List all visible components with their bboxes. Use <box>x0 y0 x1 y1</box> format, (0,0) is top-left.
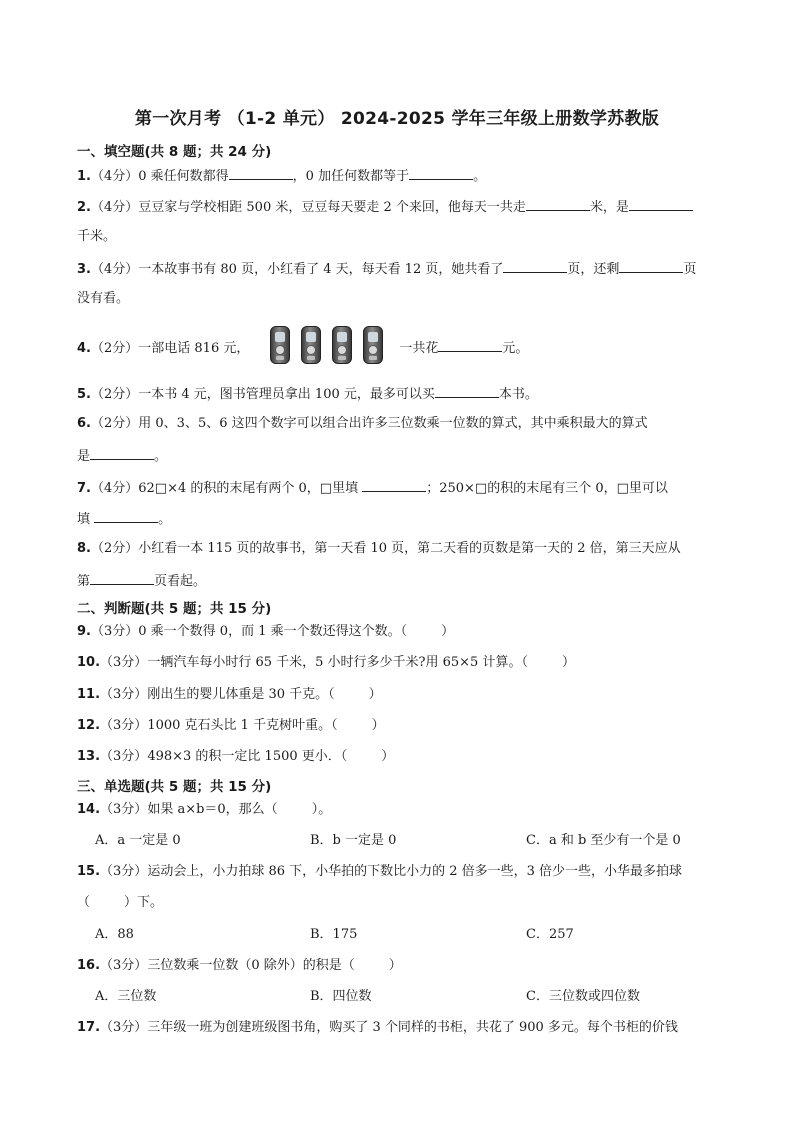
question-number: 1. <box>77 169 91 184</box>
question-number: 4. <box>77 341 91 356</box>
question-5 <box>77 384 538 404</box>
question-text: ） <box>441 624 455 639</box>
option-a[interactable]: A．88 <box>95 927 134 942</box>
question-number: 8. <box>77 541 91 556</box>
question-text: 0 乘一个数得 0，而 1 乘一个数还得这个数。（ <box>138 624 408 639</box>
question-number: 14. <box>77 802 101 817</box>
question-score: （3分） <box>100 864 148 879</box>
question-number: 5. <box>77 387 91 402</box>
question-text: 三位数乘一位数（0 除外）的积是（ <box>147 958 355 973</box>
section-heading-true-false: 二、判断题(共 5 题；共 15 分) <box>77 601 272 617</box>
question-17 <box>77 1019 678 1037</box>
question-score: （2分） <box>90 416 139 431</box>
answer-blank[interactable] <box>435 384 499 398</box>
option-a[interactable]: A．a 一定是 0 <box>95 833 181 848</box>
question-score: （3分） <box>100 1020 148 1035</box>
question-7-cont <box>77 509 171 529</box>
question-number: 15. <box>77 864 101 879</box>
option-c[interactable]: C．257 <box>526 927 574 942</box>
question-text: ） <box>381 749 395 764</box>
mobile-phone-icon <box>363 326 383 364</box>
question-6 <box>77 415 648 433</box>
question-score: （4分） <box>90 169 139 184</box>
question-text: 0 乘任何数都得 <box>138 169 229 184</box>
question-text: 元。 <box>502 341 529 356</box>
question-text: 填 <box>77 512 95 527</box>
question-text: ） <box>371 718 385 733</box>
question-score: （2分） <box>90 341 139 356</box>
option-b[interactable]: B．四位数 <box>310 989 372 1004</box>
question-text: 一本故事书有 80 页，小红看了 4 天，每天看 12 页，她共看了 <box>138 262 504 277</box>
question-score: （4分） <box>90 481 139 496</box>
question-number: 9. <box>77 624 91 639</box>
question-text: ）下。 <box>124 895 164 910</box>
answer-blank[interactable] <box>90 446 154 460</box>
answer-blank[interactable] <box>526 197 590 211</box>
question-text: ）。 <box>311 802 332 817</box>
question-score: （3分） <box>100 802 148 817</box>
question-11 <box>77 686 382 704</box>
question-number: 13. <box>77 749 101 764</box>
question-2-cont: 千米。 <box>77 229 117 244</box>
question-score: （4分） <box>90 262 139 277</box>
mobile-phone-icon <box>332 326 352 364</box>
question-text: ，0 加任何数都等于 <box>292 169 410 184</box>
question-score: （2分） <box>90 387 139 402</box>
answer-blank[interactable] <box>90 571 154 585</box>
question-text: 页看起。 <box>154 574 207 589</box>
question-text: 是 <box>77 449 91 464</box>
question-15-cont <box>77 894 163 912</box>
answer-blank[interactable] <box>438 338 502 352</box>
question-text: ） <box>368 687 382 702</box>
question-text: 运动会上，小力拍球 86 下，小华拍的下数比小力的 2 倍多一些，3 倍少一些，小华最多拍球 <box>147 864 683 879</box>
question-text: 一共花 <box>399 341 439 356</box>
question-score: （3分） <box>100 958 148 973</box>
question-13 <box>77 748 394 766</box>
page-title: 第一次月考 （1-2 单元） 2024-2025 学年三年级上册数学苏教版 <box>134 109 660 129</box>
question-score: （4分） <box>90 200 139 215</box>
question-number: 3. <box>77 262 91 277</box>
question-number: 10. <box>77 655 101 670</box>
question-number: 2. <box>77 200 91 215</box>
question-3-cont: 没有看。 <box>77 291 130 306</box>
question-3 <box>77 259 696 279</box>
option-a[interactable]: A．三位数 <box>95 989 157 1004</box>
question-text: 用 0、3、5、6 这四个数字可以组合出许多三位数乘一位数的算式，其中乘积最大的算式 <box>138 416 648 431</box>
answer-blank[interactable] <box>629 197 693 211</box>
question-2 <box>77 197 693 217</box>
question-10 <box>77 654 575 672</box>
question-text: 豆豆家与学校相距 500 米，豆豆每天要走 2 个来回，他每天一共走 <box>138 200 526 215</box>
question-text: 一部电话 816 元， <box>138 341 250 356</box>
question-text: 小红看一本 115 页的故事书，第一天看 10 页，第二天看的页数是第一天的 2 倍，第三天应从 <box>138 541 681 556</box>
mobile-phone-icon <box>301 326 321 364</box>
question-text: ） <box>388 958 402 973</box>
question-text: 。 <box>473 169 487 184</box>
answer-blank[interactable] <box>94 509 158 523</box>
question-text: 。 <box>154 449 168 464</box>
question-score: （3分） <box>90 624 139 639</box>
question-text: 页 <box>683 262 697 277</box>
question-score: （3分） <box>100 749 148 764</box>
question-number: 6. <box>77 416 91 431</box>
question-text: 页，还剩 <box>567 262 620 277</box>
question-score: （3分） <box>100 718 148 733</box>
question-7 <box>77 478 668 498</box>
question-1 <box>77 166 486 186</box>
question-12 <box>77 717 385 735</box>
question-15 <box>77 863 682 881</box>
question-text: 本书。 <box>498 387 538 402</box>
question-8-cont <box>77 571 206 591</box>
question-text: 第 <box>77 574 91 589</box>
question-text: ；250×□的积的末尾有三个 0，□里可以 <box>426 481 668 496</box>
question-16 <box>77 957 402 975</box>
question-text: （ <box>77 895 91 910</box>
mobile-phone-icon <box>270 326 290 364</box>
question-text: 米，是 <box>589 200 629 215</box>
question-text: 498×3 的积一定比 1500 更小．（ <box>147 749 348 764</box>
question-text: 一本书 4 元，图书管理员拿出 100 元，最多可以买 <box>138 387 435 402</box>
answer-blank[interactable] <box>503 259 567 273</box>
question-text: 。 <box>158 512 172 527</box>
answer-blank[interactable] <box>409 166 473 180</box>
question-text: ） <box>561 655 575 670</box>
question-text: 刚出生的婴儿体重是 30 千克。（ <box>147 687 335 702</box>
question-number: 11. <box>77 687 101 702</box>
answer-blank[interactable] <box>229 166 293 180</box>
option-b[interactable]: B．b 一定是 0 <box>310 833 397 848</box>
option-b[interactable]: B．175 <box>310 927 358 942</box>
question-score: （2分） <box>90 541 139 556</box>
question-score: （3分） <box>100 655 148 670</box>
answer-blank[interactable] <box>619 259 683 273</box>
question-9 <box>77 623 454 641</box>
phones-illustration <box>270 326 383 366</box>
question-number: 17. <box>77 1020 101 1035</box>
answer-blank[interactable] <box>362 478 426 492</box>
question-8 <box>77 540 681 558</box>
question-number: 7. <box>77 481 91 496</box>
question-text: 62□×4 的积的末尾有两个 0，□里填 <box>138 481 363 496</box>
question-text: 如果 a×b＝0，那么（ <box>147 802 278 817</box>
option-c[interactable]: C．a 和 b 至少有一个是 0 <box>526 833 681 848</box>
question-text: 1000 克石头比 1 千克树叶重。（ <box>147 718 338 733</box>
question-text: 三年级一班为创建班级图书角，购买了 3 个同样的书柜，共花了 900 多元。每个书柜的价钱 <box>147 1020 678 1035</box>
question-number: 12. <box>77 718 101 733</box>
section-heading-fill-blank: 一、填空题(共 8 题；共 24 分) <box>77 144 272 160</box>
question-text: 一辆汽车每小时行 65 千米，5 小时行多少千米?用 65×5 计算。（ <box>147 655 528 670</box>
section-heading-single-choice: 三、单选题(共 5 题；共 15 分) <box>77 779 272 795</box>
option-c[interactable]: C．三位数或四位数 <box>526 989 640 1004</box>
question-score: （3分） <box>100 687 148 702</box>
question-6-cont <box>77 446 167 466</box>
question-14 <box>77 801 331 819</box>
question-number: 16. <box>77 958 101 973</box>
